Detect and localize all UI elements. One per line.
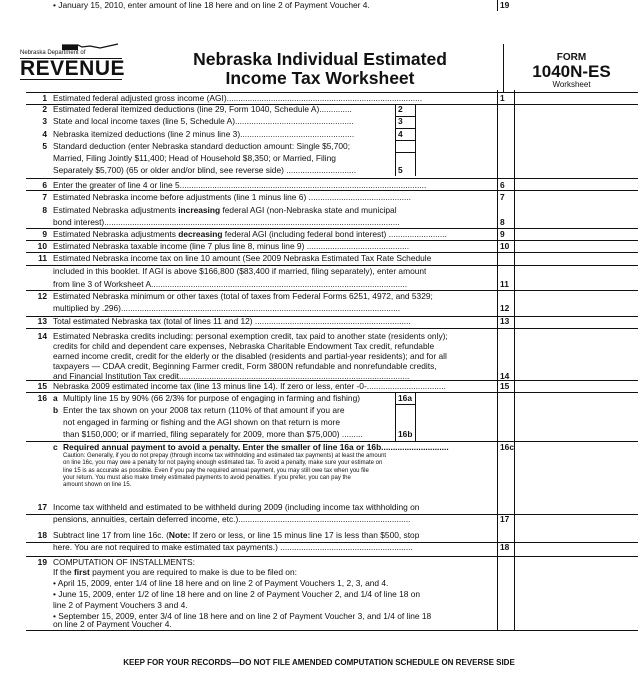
- grid-rule: [26, 265, 638, 266]
- nebraska-map-icon: [60, 42, 120, 52]
- line-text: taxpayers — CDAA credit, Beginning Farmer credit, Form 3800N refundable and nonrefundable credits,: [53, 361, 437, 371]
- line-text-part: Subtract line 17 from line 16c. (: [53, 530, 169, 540]
- line-number: 13: [37, 316, 47, 326]
- line-number: 19: [37, 557, 47, 567]
- line-box-label: 17: [500, 514, 510, 524]
- line-text: and Financial Institution Tax credit...................................................................................................: [53, 371, 410, 381]
- caution-line: Caution: Generally, if you do not prepay (through income tax withholding and estimated tax payments) at least the amount: [63, 453, 387, 459]
- line-text: Standard deduction (enter Nebraska standard deduction amount: Single $5,700;: [53, 141, 351, 151]
- line-number: 2: [42, 104, 47, 114]
- line-box-label: 11: [500, 279, 509, 289]
- line-text-bold: increasing: [178, 205, 221, 215]
- line-text: credits for child and dependent care expenses, Nebraska Charitable Endowment Tax credit, refundable: [53, 341, 435, 351]
- line-text: • April 15, 2009, enter 1/4 of line 18 here and on line 2 of Payment Vouchers 1, 2, 3, and 4.: [53, 578, 389, 588]
- line-text: Estimated federal adjusted gross income (AGI)....................................................................................: [53, 93, 423, 103]
- column-line: [395, 392, 396, 442]
- grid-rule: [26, 240, 638, 241]
- line-box-label: 16c: [500, 442, 514, 452]
- grid-rule: [395, 404, 415, 405]
- grid-rule: [26, 630, 638, 631]
- line-box-label: 1: [500, 93, 505, 103]
- line-text: Estimated Nebraska minimum or other taxes (total of taxes from Federal Forms 6251, 4972, and 5329;: [53, 291, 433, 301]
- line-number: 4: [42, 129, 47, 139]
- line-text: State and local income taxes (line 5, Schedule A)...................................................: [53, 116, 354, 126]
- form-number: 1040N-ES: [532, 62, 611, 81]
- line-text: • January 15, 2010, enter amount of line 18 here and on line 2 of Payment Voucher 4.: [53, 0, 370, 10]
- line-text: Income tax withheld and estimated to be withheld during 2009 (including income tax withholding on: [53, 502, 420, 512]
- line-text: line 2 of Payment Vouchers 3 and 4.: [53, 600, 188, 610]
- line-text-bold: first: [73, 567, 90, 577]
- title-line-1: Nebraska Individual Estimated: [193, 49, 447, 69]
- line-box-label: 16a: [398, 393, 412, 403]
- line-text-part: If the: [53, 567, 74, 577]
- line-box-label: 6: [500, 180, 505, 190]
- line-number: 15: [37, 381, 47, 391]
- grid-rule: [26, 290, 638, 291]
- line-text: pensions, annuities, certain deferred income, etc.)..........................................................................: [53, 514, 411, 524]
- line-text: Nebraska 2009 estimated income tax (line 13 minus line 14). If zero or less, enter -0-..................................: [53, 381, 446, 391]
- line-text: Married, Filing Jointly $11,400; Head of Household $8,350; or Married, Filing: [53, 153, 336, 163]
- line-box-label: 2: [398, 104, 403, 114]
- line-number: 8: [42, 205, 47, 215]
- line-number: 9: [42, 229, 47, 239]
- line-text: included in this booklet. If AGI is above $166,800 ($83,400 if married, filing separately), enter amount: [53, 266, 427, 276]
- line-number: 6: [42, 180, 47, 190]
- box-divider: [497, 0, 498, 11]
- header-rule: [26, 92, 638, 93]
- grid-rule: [395, 140, 415, 141]
- line-box-label: 14: [500, 371, 510, 381]
- grid-rule: [26, 392, 638, 393]
- title-line-2: Income Tax Worksheet: [225, 68, 415, 88]
- grid-rule: [395, 152, 415, 153]
- line-text-part: Estimated Nebraska adjustments: [53, 205, 179, 215]
- column-line: [415, 104, 416, 176]
- grid-rule: [26, 380, 638, 381]
- line-box-label: 7: [500, 192, 505, 202]
- sub-letter: a: [53, 393, 58, 403]
- line-number: 16: [37, 393, 47, 403]
- grid-rule: [26, 190, 638, 191]
- line-text: here. You are not required to make estimated tax payments.) .........................................................: [53, 542, 413, 552]
- grid-rule: [395, 116, 415, 117]
- line-text-bold: Note:: [168, 530, 191, 540]
- line-text: COMPUTATION OF INSTALLMENTS:: [53, 557, 195, 567]
- line-text: Multiply line 15 by 90% (66 2/3% for purpose of engaging in farming and fishing): [63, 393, 361, 403]
- line-text-part: If zero or less, or line 15 minus line 17 is less than $500, stop: [190, 530, 420, 540]
- line-number: 10: [37, 241, 47, 251]
- form-label: FORM: [556, 52, 587, 63]
- line-text: Estimated Nebraska income tax on line 10 amount (See 2009 Nebraska Estimated Tax Rate Schedule: [53, 253, 432, 263]
- grid-rule: [26, 514, 638, 515]
- line-number: 3: [42, 116, 47, 126]
- line-box-label: 18: [500, 542, 510, 552]
- line-number: 5: [42, 141, 47, 151]
- line-text: [53, 530, 419, 541]
- caution-line: on line 16c, you may owe a penalty for not paying enough estimated tax. To avoid a penalty, make sure your estimate on: [63, 460, 383, 467]
- line-text-part: federal AGI (non-Nebraska state and municipal: [220, 205, 397, 215]
- line-box-label: 4: [398, 129, 403, 139]
- grid-rule: [26, 441, 638, 442]
- line-number: 1: [42, 93, 47, 103]
- column-line: [395, 104, 396, 176]
- column-line: [514, 90, 515, 630]
- line-text: [53, 229, 447, 240]
- line-text: Total estimated Nebraska tax (total of lines 11 and 12) ...................................................................: [53, 316, 411, 326]
- line-text: earned income credit, credit for the elderly or the disabled (residents and partial-year residents); and for all: [53, 351, 447, 361]
- line-box-label: 12: [500, 303, 510, 313]
- line-text: Estimated Nebraska credits including: personal exemption credit, tax paid to another state (residents only);: [53, 331, 448, 341]
- line-text: • June 15, 2009, enter 1/2 of line 18 here and on line 2 of Payment Voucher 2, and 1/4 of line 18 on: [53, 589, 421, 599]
- dept-label: Nebraska Department of: [20, 50, 86, 56]
- footer-note: KEEP FOR YOUR RECORDS—DO NOT FILE AMENDED COMPUTATION SCHEDULE ON REVERSE SIDE: [123, 658, 515, 667]
- line-number: 14: [37, 331, 47, 341]
- line-text-bold: decreasing: [178, 229, 223, 239]
- revenue-label: REVENUE: [20, 57, 126, 80]
- line-number: 17: [37, 502, 47, 512]
- line-text: Nebraska itemized deductions (line 2 minus line 3).................................................: [53, 129, 355, 139]
- grid-rule: [26, 556, 638, 557]
- line-text: [53, 205, 397, 216]
- line-text: Estimated federal itemized deductions (line 29, Form 1040, Schedule A)..............: [53, 104, 352, 114]
- line-text: [53, 567, 297, 578]
- line-text: bond interest)...............................................................................................................................: [53, 217, 400, 227]
- revenue-logo: [20, 50, 125, 80]
- line-box-label: 10: [500, 241, 510, 251]
- form-sub: Worksheet: [552, 80, 591, 89]
- line-text-bold: Required annual payment to avoid a penalty. Enter the smaller of line 16a or 16b.............................: [63, 442, 449, 452]
- grid-rule: [26, 316, 638, 317]
- grid-rule: [26, 178, 638, 179]
- line-box-label: 5: [398, 165, 403, 175]
- line-text: Estimated Nebraska taxable income (line 7 plus line 8, minus line 9) ............................................: [53, 241, 410, 251]
- sub-letter: b: [53, 405, 59, 415]
- line-text: multiplied by .296)........................................................................................................................: [53, 303, 401, 313]
- grid-rule: [26, 542, 638, 543]
- line-box-label: 15: [500, 381, 510, 391]
- line-box-label: 8: [500, 217, 505, 227]
- line-box-label: 19: [500, 0, 510, 10]
- line-number: 11: [38, 253, 47, 263]
- grid-rule: [26, 228, 638, 229]
- form-id-box: [503, 44, 638, 92]
- line-box-label: 16b: [398, 429, 413, 439]
- line-box-label: 13: [500, 316, 510, 326]
- line-box-label: 3: [398, 116, 403, 126]
- sub-letter: c: [53, 442, 58, 452]
- line-text: Enter the greater of line 4 or line 5..........................................................................................................: [53, 180, 427, 190]
- line-box-label: 9: [500, 229, 505, 239]
- caution-line: line 15 is as accurate as possible. Even if you pay the required annual payment, you may still owe tax when you file: [63, 467, 369, 474]
- line-number: 7: [42, 192, 47, 202]
- line-text-part: Estimated Nebraska adjustments: [53, 229, 179, 239]
- line-text: Estimated Nebraska income before adjustments (line 1 minus line 6) ............................................: [53, 192, 411, 202]
- page-title: [150, 50, 490, 88]
- grid-rule: [395, 128, 415, 129]
- line-number: 12: [37, 291, 47, 301]
- line-text: [63, 442, 449, 453]
- line-text-part: payment you are required to make is due to be filed on:: [89, 567, 297, 577]
- grid-rule: [26, 104, 638, 105]
- caution-line: amount shown on line 15.: [63, 482, 132, 489]
- column-line: [415, 392, 416, 442]
- grid-rule: [26, 328, 638, 329]
- column-line: [497, 90, 498, 630]
- line-text: on line 2 of Payment Voucher 4.: [53, 619, 172, 629]
- caution-line: your return. You must also make timely estimated payments to avoid penalties. If you prefer, you can pay the: [63, 474, 351, 481]
- grid-rule: [26, 252, 638, 253]
- line-text: than $150,000; or if married, filing separately for 2009, more than $75,000) .........: [63, 429, 363, 439]
- line-text: not engaged in farming or fishing and the AGI shown on that return is more: [63, 417, 341, 427]
- line-text: Separately $5,700) (65 or older and/or blind, see reverse side) ..............................: [53, 165, 357, 175]
- line-number: 18: [37, 530, 47, 540]
- line-text: Enter the tax shown on your 2008 tax return (110% of that amount if you are: [63, 405, 345, 415]
- line-text: • September 15, 2009, enter 3/4 of line 18 here and on line 2 of Payment Voucher 3, and 1/4 of line 18: [53, 611, 432, 621]
- line-text-part: federal AGI (including federal bond interest) .........................: [222, 229, 447, 239]
- line-text: from line 3 of Worksheet A..............................................................................................................: [53, 279, 408, 289]
